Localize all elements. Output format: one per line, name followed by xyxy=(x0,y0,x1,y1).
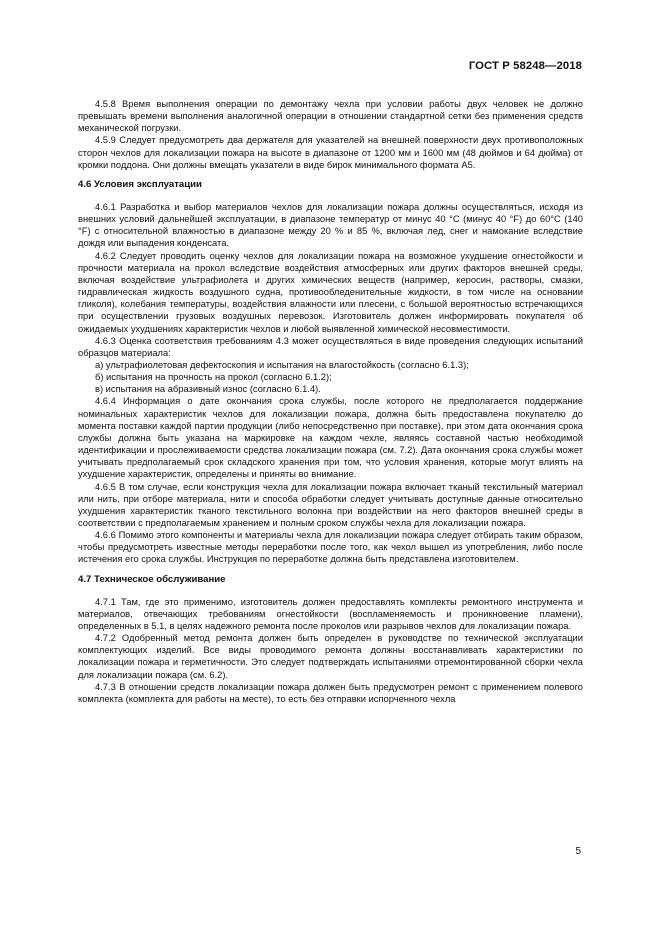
paragraph-4-7-2: 4.7.2 Одобренный метод ремонта должен быть определен в руководстве по технической эксплуатации комплектующих изделий. Все виды проводимого ремонта должны восстанавливать характеристики по локализации пожара и герметичности. Это следует подтверждать испытаниями отремонтированной сборки чехла для локализации пожара (см. 6.2). xyxy=(78,633,583,680)
paragraph-4-5-9: 4.5.9 Следует предусмотреть два держателя для указателей на внешней поверхности двух противоположных сторон чехлов для локализации пожара на высоте в диапазоне от 1200 мм и 1600 мм (48 дюймов и 64 дюйма) от кромки поддона. Они должны вмещать указатели в виде бирок минимального формата А5. xyxy=(78,135,583,170)
paragraph-4-6-3: 4.6.3 Оценка соответствия требованиям 4.3 может осуществляться в виде проведения следующих испытаний образцов материала: xyxy=(78,335,583,358)
paragraph-4-7-3: 4.7.3 В отношении средств локализации пожара должен быть предусмотрен ремонт с применением полевого комплекта (комплекта для работы на месте), то есть без отправки испорченного чехла xyxy=(78,681,583,704)
paragraph-4-5-8: 4.5.8 Время выполнения операции по демонтажу чехла при условии работы двух человек не должно превышать времени выполнения аналогичной операции в отношении стандартной сетки без применения средств механической погрузки. xyxy=(78,99,583,134)
paragraph-4-6-1: 4.6.1 Разработка и выбор материалов чехлов для локализации пожара должны осуществляться, исходя из внешних условий дальнейшей эксплуатации, в диапазоне температур от минус 40 °С (минус 40 °F) до 60°С (140 °F) с относительной влажностью в диапазоне между 20 % и 85 %, включая лед, снег и намокание вследствие дождя или выпадения конденсата. xyxy=(78,201,583,249)
paragraph-4-7-1: 4.7.1 Там, где это применимо, изготовитель должен предоставлять комплекты ремонтного инструмента и материалов, отвечающих требованиям огнестойкости (воспламеняемость и проникновение пламени), определенных в 5.1, в целях надежного ремонта после проколов или разрывов чехлов для локализации пожара. xyxy=(78,596,583,631)
list-item-v: в) испытания на абразивный износ (согласно 6.1.4). xyxy=(95,384,321,395)
paragraph-4-6-5: 4.6.5 В том случае, если конструкция чехла для локализации пожара включает тканый текстильный материал или нить, при отборе материала, нити и способа обработки следует учитывать доступные данные относительно ухудшения характеристик тканого текстильного волокна при воздействии на него факторов внешней среды в соответствии с предполагаемым хранением и полным сроком службы чехла для локализации пожара. xyxy=(78,481,583,528)
section-title-4-6: 4.6 Условия эксплуатации xyxy=(78,178,202,190)
paragraph-4-6-2: 4.6.2 Следует проводить оценку чехлов для локализации пожара на возможное ухудшение огнестойкости и прочности материала на прокол вследствие воздействия атмосферных или других факторов внешней среды, включая воздействие ультрафиолета и других химических веществ (например, керосин, растворы, смазки, гидравлическая жидкость воздушного судна, противообледенительные жидкости, в том числе на основании гликоля), колебания температуры, воздействия влажности или плесени, с большой вероятностью встречающихся при осуществлении грузовых воздушных перевозок. Изготовитель должен информировать покупателя об ожидаемых ухудшениях характеристик чехлов и любой выявленной химической несовместимости. xyxy=(78,250,583,334)
list-item-b: б) испытания на прочность на прокол (согласно 6.1.2); xyxy=(95,372,332,383)
paragraph-4-6-4: 4.6.4 Информация о дате окончания срока службы, после которого не предполагается поддержание номинальных характеристик чехлов для локализации пожара, должна быть предоставлена покупателю до момента поставки каждой партии продукции (либо непосредственно при поставке), при этом дата окончания срока службы должна быть указана на маркировке на каждом чехле, являясь составной частью необходимой идентификации и прослеживаемости средства локализации пожара (см. 7.2). Дата окончания срока службы может учитывать предполагаемый срок складского хранения при том, что условия хранения, которые могут влиять на ухудшение характеристик, определены и приняты во внимание. xyxy=(78,396,583,480)
document-body xyxy=(78,98,583,705)
standard-designation: ГОСТ Р 58248—2018 xyxy=(468,60,582,72)
section-title-4-7: 4.7 Техническое обслуживание xyxy=(78,573,226,585)
page-number: 5 xyxy=(575,846,581,857)
list-item-a: а) ультрафиолетовая дефектоскопия и испытания на влагостойкость (согласно 6.1.3); xyxy=(95,359,469,370)
paragraph-4-6-6: 4.6.6 Помимо этого компоненты и материалы чехла для локализации пожара следует отбирать таким образом, чтобы предусмотреть известные методы переработки после того, как чехол вышел из употребления, либо после истечения его срока службы. Инструкция по переработке должна быть представлена изготовителем. xyxy=(78,530,583,565)
